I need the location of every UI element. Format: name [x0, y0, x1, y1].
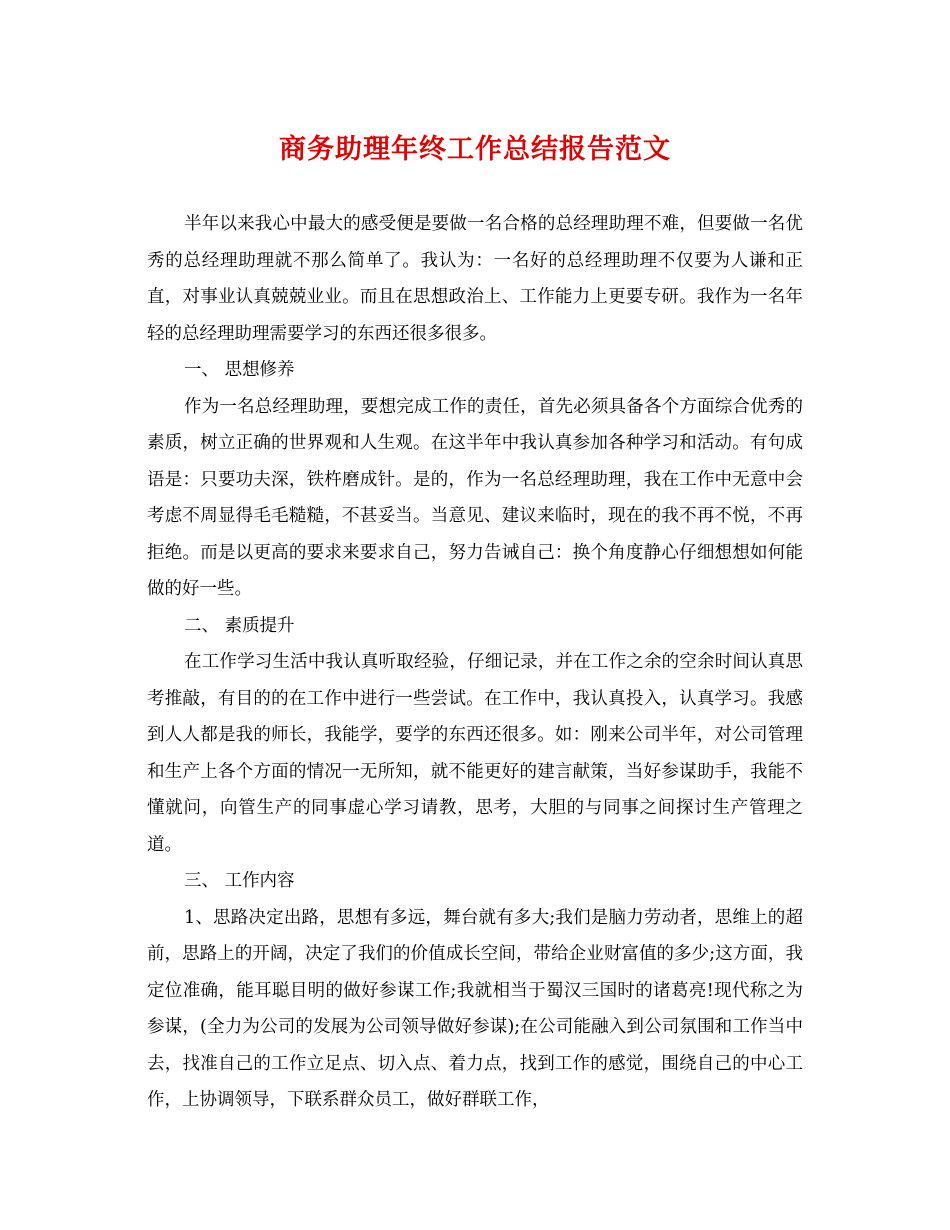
paragraph-thought: 作为一名总经理助理，要想完成工作的责任，首先必须具备各个方面综合优秀的素质，树立正确的世界观和人生观。在这半年中我认真参加各种学习和活动。有句成语是：只要功夫深，铁杵磨成针。是的，作为一名总经理助理，我在工作中无意中会考虑不周显得毛毛糙糙，不甚妥当。当意见、建议来临时，现在的我不再不悦，不再拒绝。而是以更高的要求来要求自己，努力告诫自己：换个角度静心仔细想想如何能做的好一些。 — [147, 396, 803, 599]
document-body — [147, 206, 803, 1119]
document-title: 商务助理年终工作总结报告范文 — [279, 134, 671, 165]
paragraph-intro: 半年以来我心中最大的感受便是要做一名合格的总经理助理不难，但要做一名优秀的总经理助理就不那么简单了。我认为：一名好的总经理助理不仅要为人谦和正直，对事业认真兢兢业业。而且在思想政治上、工作能力上更要专研。我作为一名年轻的总经理助理需要学习的东西还很多很多。 — [147, 214, 803, 344]
paragraph-quality: 在工作学习生活中我认真听取经验，仔细记录，并在工作之余的空余时间认真思考推敲，有目的的在工作中进行一些尝试。在工作中，我认真投入，认真学习。我感到人人都是我的师长，我能学，要学的东西还很多。如：刚来公司半年，对公司管理和生产上各个方面的情况一无所知，就不能更好的建言献策，当好参谋助手，我能不懂就问，向管生产的同事虚心学习请教，思考，大胆的与同事之间探讨生产管理之道。 — [147, 652, 803, 855]
section-heading-work: 三、 工作内容 — [184, 871, 295, 891]
section-heading-quality: 二、 素质提升 — [184, 615, 295, 636]
paragraph-work: 1、思路决定出路，思想有多远，舞台就有多大;我们是脑力劳动者，思维上的超前，思路上的开阔，决定了我们的价值成长空间，带给企业财富值的多少;这方面，我定位准确，能耳聪目明的做好参谋工作;我就相当于蜀汉三国时的诸葛亮!现代称之为参谋，(全力为公司的发展为公司领导做好参谋);在公司能融入到公司氛围和工作当中去，找准自己的工作立足点、切入点、着力点，找到工作的感觉，围绕自己的中心工作，上协调领导，下联系群众员工，做好群联工作， — [147, 907, 803, 1110]
section-heading-thought: 一、 思想修养 — [184, 360, 295, 380]
